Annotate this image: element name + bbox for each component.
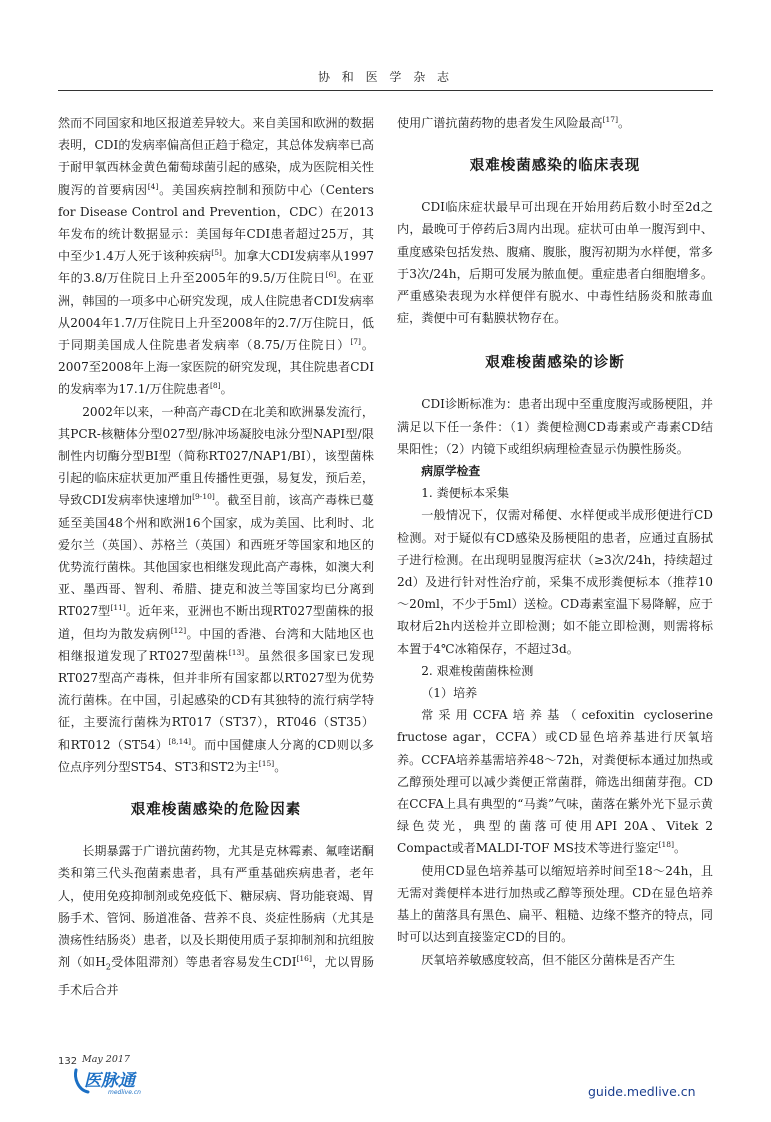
item-culture: （1）培养 — [421, 686, 478, 701]
citation-ref[interactable]: [5] — [211, 248, 222, 258]
paragraph-ccfa: 常采用CCFA培养基（cefoxitin cycloserine fructose agar，CCFA）或CD显色培养基进行厌氧培养。CCFA培养基需培养48～72h，对粪便标本通过加热或乙醇预处理可以减少粪便正常菌群，筛选出细菌芽孢。CD在CCFA上具有典型的“马粪”气味，菌落在紫外光下显示黄绿色荧光，典型的菌落可使用API 20A、Vitek 2 Compact或者MALDI-TOF MS技术等进行鉴定[18]。 — [397, 708, 713, 856]
section-title-clinical: 艰难梭菌感染的临床表现 — [469, 158, 641, 175]
paragraph-risk-factors: 长期暴露于广谱抗菌药物，尤其是克林霉素、氟喹诺酮类和第三代头孢菌素患者，具有严重基础疾病患者，老年人，使用免疫抑制剂或免疫低下、糖尿病、肾功能衰竭、胃肠手术、管饲、肠道准备、营养不良、炎症性肠病（尤其是溃疡性结肠炎）患者，以及长期使用质子泵抑制剂和抗组胺剂（如$H_2$受体阻滞剂）等患者容易发生CDI[16]，尤以胃肠手术后合并 — [58, 844, 375, 997]
medlive-logo[interactable] — [72, 1064, 152, 1096]
citation-ref[interactable]: [8,14] — [168, 736, 192, 746]
paragraph-specimen: 一般情况下，仅需对稀便、水样便或半成形便进行CD检测。对于疑似有CD感染及肠梗阻的患者，应通过直肠拭子进行检测。在出现明显腹泻症状（≥3次/24h，持续超过2d）及进行针对性治疗前，采集不成形粪便标本（推荐10～20ml，不少于5ml）送检。CD毒素室温下易降解，应于取材后2h内送检并立即检测；如不能立即检测，则需将标本置于4℃冰箱保存，不超过3d。 — [397, 508, 713, 656]
citation-ref[interactable]: [11] — [110, 603, 126, 613]
page-number: 132 — [58, 1056, 78, 1067]
citation-ref[interactable]: [8] — [209, 381, 221, 391]
right-column — [397, 112, 713, 971]
citation-ref[interactable]: [4] — [147, 181, 159, 191]
paragraph-rt027: 2002年以来，一种高产毒CD在北美和欧洲暴发流行，其PCR-核糖体分型027型/脉冲场凝胶电泳分型NAPI型/限制性内切酶分型BI型（简称RT027/NAP1/BI），该型菌株引起的临床症状更加严重且传播性更强，易复发，预后差，导致CDI发病率快速增加[9-10]。截至目前，该高产毒株已蔓延至美国48个州和欧洲16个国家，成为美国、比利时、北爱尔兰（英国）、苏格兰（英国）和西班牙等国家和地区的优势流行菌株。其他国家也相继发现此高产毒株，如澳大利亚、墨西哥、智利、希腊、捷克和波兰等国家均已分离到RT027型[11]。近年来，亚洲也不断出现RT027型菌株的报道，但均为散发病例[12]。中国的香港、台湾和大陆地区也相继报道发现了RT027型菌株[13]。虽然很多国家已发现RT027型高产毒株，但并非所有国家都以RT027型为优势流行菌株。在中国，引起感染的CD有其独特的流行病学特征，主要流行菌株为RT017（ST37），RT046（ST35）和RT012（ST54）[8,14]。而中国健康人分离的CD则以多位点序列分型ST54、ST3和ST2为主[15]。 — [58, 404, 374, 774]
paragraph-diagnosis: CDI诊断标准为：患者出现中至重度腹泻或肠梗阻，并满足以下任一条件：（1）粪便检测CD毒素或产毒素CD结果阳性；（2）内镜下或组织病理检查显示伪膜性肠炎。 — [397, 397, 713, 456]
citation-ref[interactable]: [12] — [170, 625, 187, 635]
left-column — [58, 112, 374, 1001]
citation-ref[interactable]: [16] — [296, 954, 312, 964]
item-strain-detection: 2. 艰难梭菌菌株检测 — [421, 663, 534, 678]
section-title-risk-factors: 艰难梭菌感染的危险因素 — [130, 802, 302, 819]
citation-ref[interactable]: [15] — [258, 758, 275, 768]
journal-header: 协 和 医 学 杂 志 — [317, 70, 454, 84]
site-url-link[interactable]: guide.medlive.cn — [588, 1084, 696, 1099]
paragraph-anaerobic: 厌氧培养敏感度较高，但不能区分菌株是否产生 — [421, 952, 676, 967]
citation-ref[interactable]: [13] — [228, 647, 245, 657]
paragraph-risk-cont: 使用广谱抗菌药物的患者发生风险最高[17]。 — [397, 114, 631, 130]
section-title-diagnosis: 艰难梭菌感染的诊断 — [485, 355, 625, 372]
citation-ref[interactable]: [17] — [602, 114, 619, 124]
paragraph-chromogenic: 使用CD显色培养基可以缩短培养时间至18～24h，且无需对粪便样本进行加热或乙醇等预处理。CD在显色培养基上的菌落具有黑色、扁平、粗糙、边缘不整齐的特点，同时可以达到直接鉴定CD的目的。 — [397, 863, 713, 945]
subhead-pathogen: 病原学检查 — [421, 464, 481, 479]
issue-date: May 2017 — [82, 1054, 130, 1065]
item-specimen: 1. 粪便标本采集 — [421, 486, 510, 501]
paragraph-epidemiology-cont: 然而不同国家和地区报道差异较大。来自美国和欧洲的数据表明，CDI的发病率偏高但正趋于稳定，其总体发病率已高于耐甲氧西林金黄色葡萄球菌引起的感染，成为医院相关性腹泻的首要病因[4]。美国疾病控制和预防中心（Centers for Disease Control and Prevention，CDC）在2013年发布的统计数据显示：美国每年CDI患者超过25万，其中至少1.4万人死于该种疾病[5]。加拿大CDI发病率从1997年的3.8/万住院日上升至2005年的9.5/万住院日[6]。在亚洲，韩国的一项多中心研究发现，成人住院患者CDI发病率从2004年1.7/万住院日上升至2008年的2.7/万住院日，低于同期美国成人住院患者发病率（8.75/万住院日）[7]。2007至2008年上海一家医院的研究发现，其住院患者CDI的发病率为17.1/万住院患者[8]。 — [58, 116, 374, 397]
logo-subtext: medlive.cn — [108, 1089, 141, 1096]
paragraph-clinical: CDI临床症状最早可出现在开始用药后数小时至2d之内，最晚可于停药后3周内出现。症状可由单一腹泻到中、重度感染包括发热、腹痛、腹胀，腹泻初期为水样便，常多于3次/24h，后期可发展为脓血便。重症患者白细胞增多。严重感染表现为水样便伴有脱水、中毒性结肠炎和脓毒血症，粪便中可有黏膜状物存在。 — [397, 200, 713, 326]
logo-text: 医脉通 — [84, 1071, 135, 1091]
citation-ref[interactable]: [7] — [350, 337, 361, 346]
citation-ref[interactable]: [6] — [325, 270, 337, 280]
citation-ref[interactable]: [18] — [658, 840, 674, 850]
footer-left — [58, 1056, 218, 1106]
citation-ref[interactable]: [9-10] — [192, 492, 215, 502]
header-rule — [58, 90, 713, 91]
